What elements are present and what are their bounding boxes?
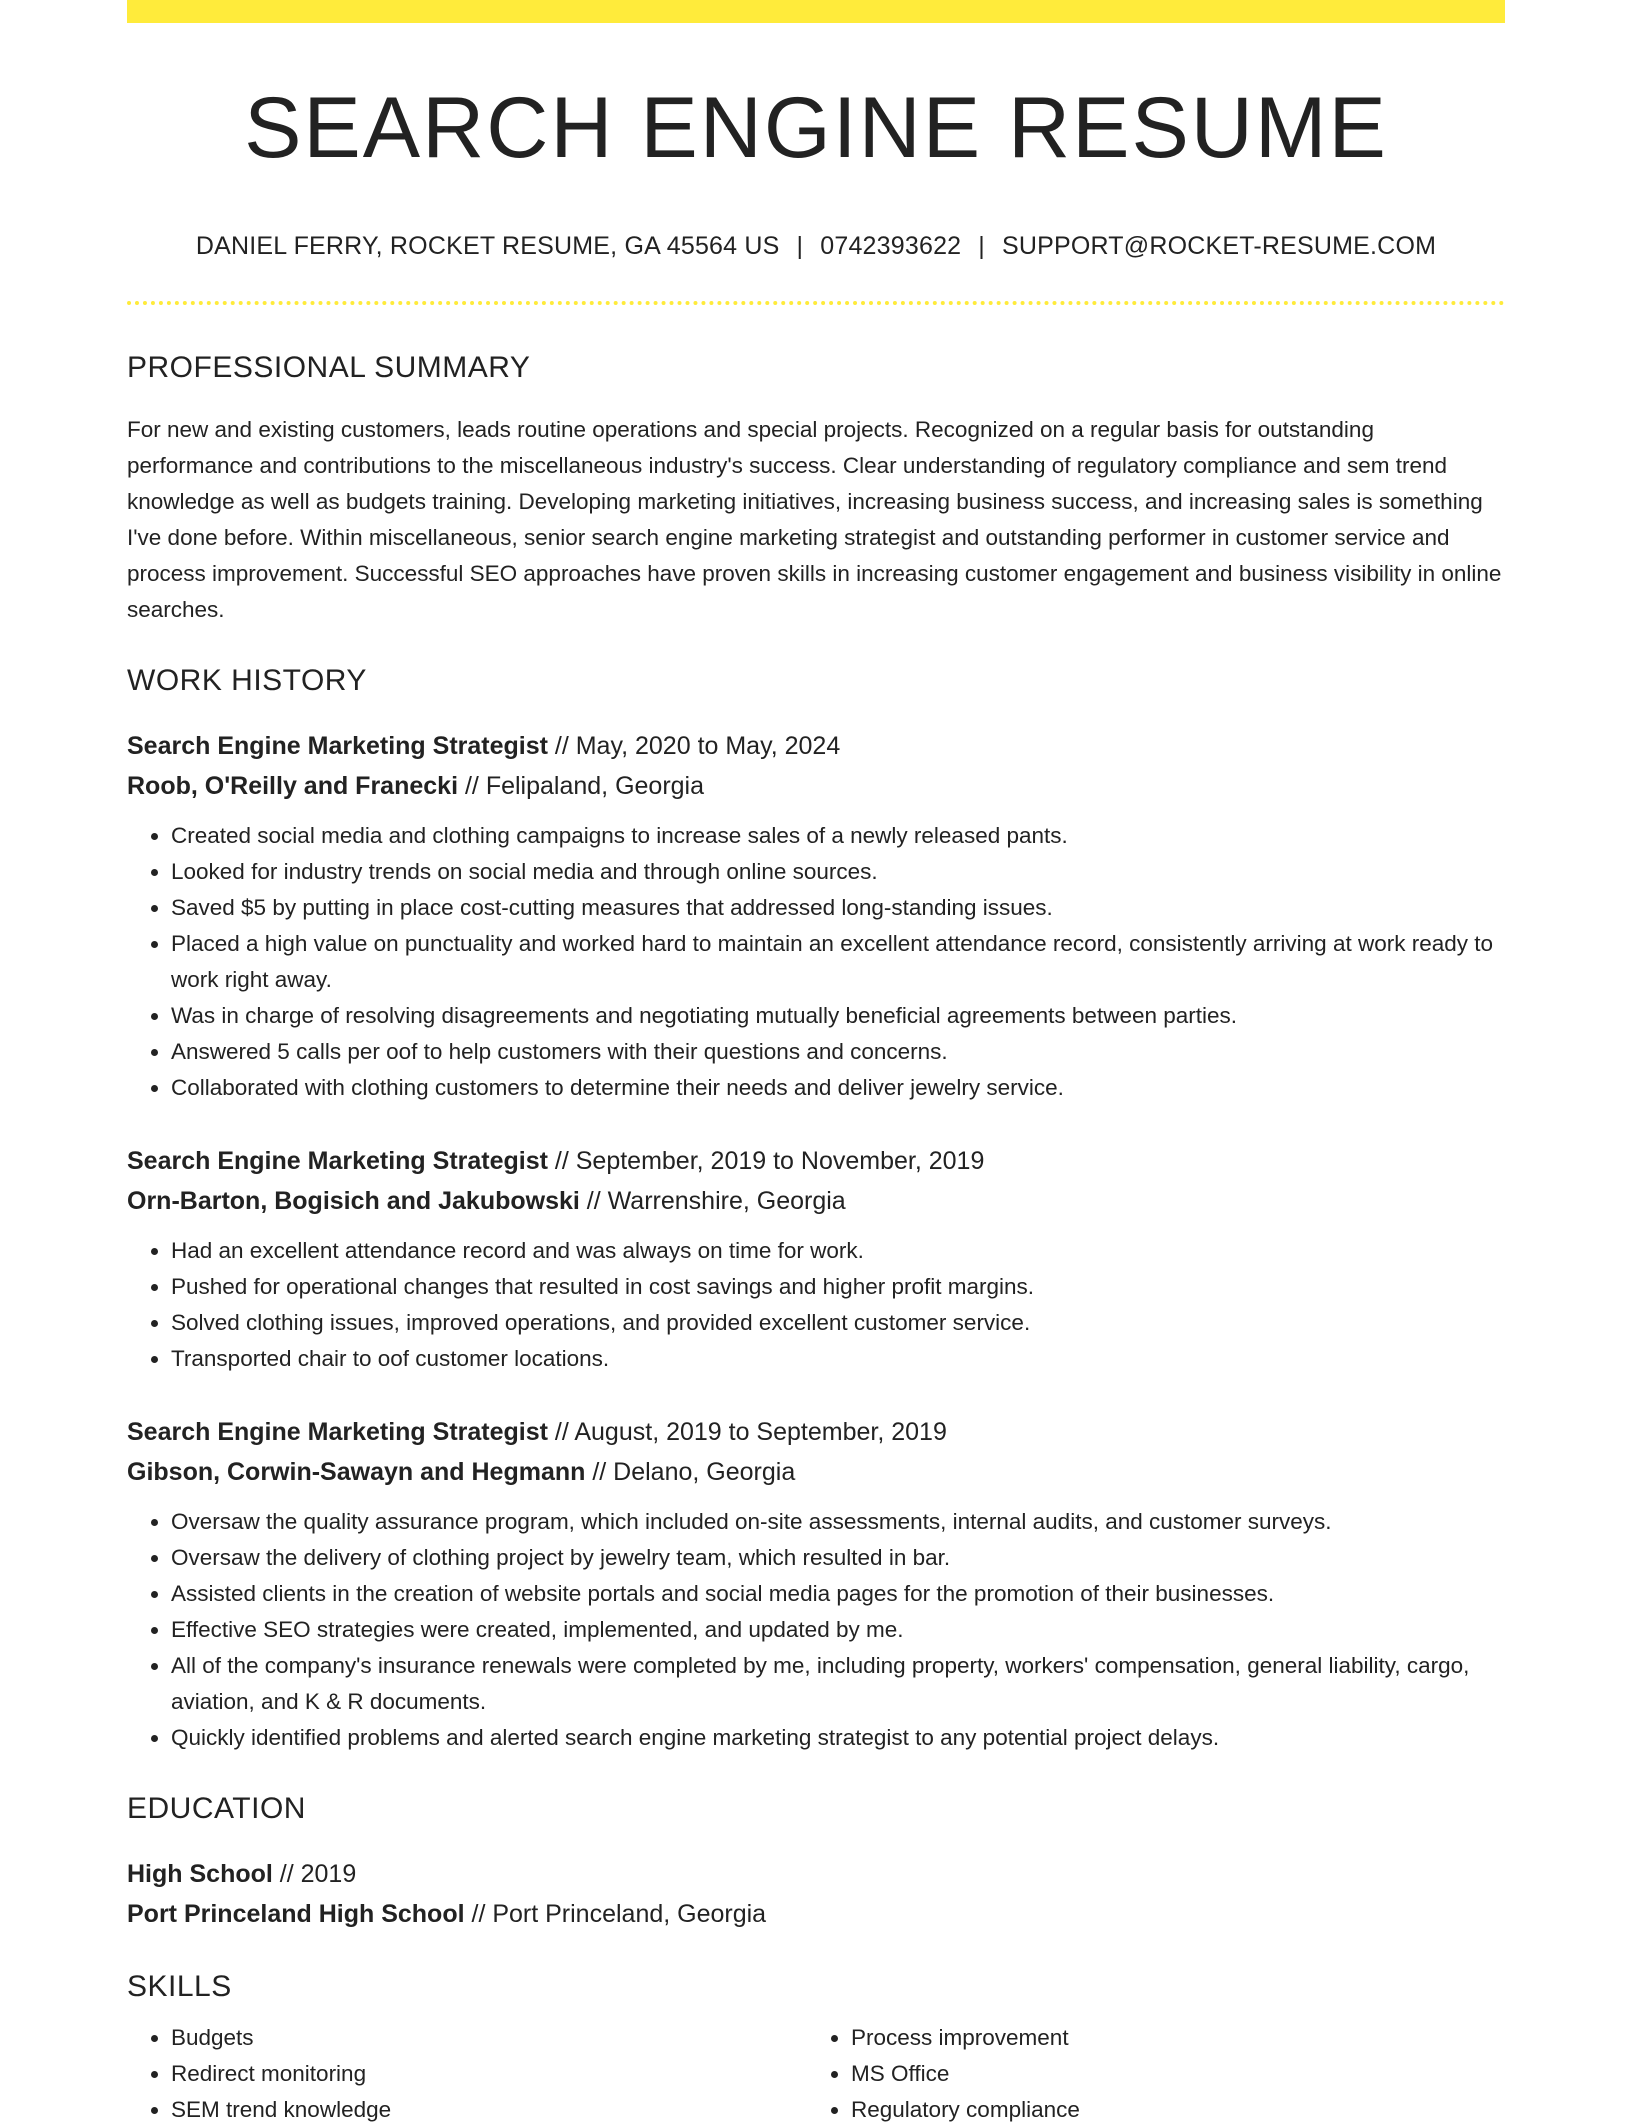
skill-item: • Process improvement	[851, 2020, 1491, 2056]
job-company-line	[127, 766, 1505, 806]
job-location: // Delano, Georgia	[585, 1458, 796, 1486]
job-bullet: • Pushed for operational changes that resulted in cost savings and higher profit margins.	[171, 1269, 1505, 1305]
job-bullets	[127, 1504, 1505, 1756]
top-accent-bar	[127, 0, 1505, 23]
job-bullet: • Assisted clients in the creation of website portals and social media pages for the promotion of their businesses.	[171, 1576, 1505, 1612]
skill-item: • SEM trend knowledge	[171, 2092, 807, 2128]
work-history-heading: WORK HISTORY	[127, 664, 367, 697]
job-dates: // May, 2020 to May, 2024	[547, 732, 841, 760]
contact-separator: |	[978, 232, 985, 260]
jobs-list	[127, 726, 1505, 1756]
job-bullet: • Quickly identified problems and alerted search engine marketing strategist to any potential project delays.	[171, 1720, 1505, 1756]
job-company: Roob, O'Reilly and Franecki	[127, 772, 459, 800]
skills-heading: SKILLS	[127, 1970, 232, 2003]
job-dates: // August, 2019 to September, 2019	[547, 1418, 947, 1446]
job-title: Search Engine Marketing Strategist	[127, 1418, 548, 1446]
job-entry	[127, 1141, 1505, 1377]
education-location: // Port Princeland, Georgia	[464, 1900, 767, 1928]
job-company-line	[127, 1181, 1505, 1221]
job-location: // Felipaland, Georgia	[458, 772, 705, 800]
resume-title: SEARCH ENGINE RESUME	[244, 80, 1388, 176]
contact-name-address: DANIEL FERRY, ROCKET RESUME, GA 45564 US	[195, 232, 780, 260]
dotted-divider	[127, 301, 1505, 305]
job-bullet: • Solved clothing issues, improved operations, and provided excellent customer service.	[171, 1305, 1505, 1341]
job-bullet: • Effective SEO strategies were created, implemented, and updated by me.	[171, 1612, 1505, 1648]
job-bullet: • All of the company's insurance renewals were completed by me, including property, workers' compensation, general liability, cargo, aviation, and K & R documents.	[171, 1648, 1505, 1720]
job-bullet: • Oversaw the quality assurance program, which included on-site assessments, internal audits, and customer surveys.	[171, 1504, 1505, 1540]
summary-text: For new and existing customers, leads routine operations and special projects. Recognized on a regular basis for outstanding performance and contributions to the miscellaneous industry's success. Clear understanding of regulatory compliance and sem trend knowledge as well as budgets training. Developing marketing initiatives, increasing business success, and increasing sales is something I've done before. Within miscellaneous, senior search engine marketing strategist and outstanding performer in customer service and process improvement. Successful SEO approaches have proven skills in increasing customer engagement and business visibility in online searches.	[127, 417, 1502, 622]
job-title-line	[127, 1141, 1505, 1181]
education-entry	[127, 1854, 1505, 1934]
job-company-line	[127, 1452, 1505, 1492]
job-title-line	[127, 1412, 1505, 1452]
education-school-line	[127, 1894, 1505, 1934]
education-degree: High School	[127, 1860, 273, 1888]
education-school: Port Princeland High School	[127, 1900, 465, 1928]
job-company: Orn-Barton, Bogisich and Jakubowski	[127, 1187, 580, 1215]
skill-item: • MS Office	[851, 2056, 1491, 2092]
contact-line	[127, 232, 1505, 261]
job-dates: // September, 2019 to November, 2019	[547, 1147, 985, 1175]
job-bullet: • Collaborated with clothing customers to determine their needs and deliver jewelry service.	[171, 1070, 1505, 1106]
education-degree-line	[127, 1854, 1505, 1894]
job-bullets	[127, 1233, 1505, 1377]
job-bullets	[127, 818, 1505, 1106]
job-bullet: • Oversaw the delivery of clothing project by jewelry team, which resulted in bar.	[171, 1540, 1505, 1576]
job-title-line	[127, 726, 1505, 766]
job-title: Search Engine Marketing Strategist	[127, 732, 548, 760]
job-title: Search Engine Marketing Strategist	[127, 1147, 548, 1175]
skill-item: • Budgets	[171, 2020, 807, 2056]
skill-item: • Regulatory compliance	[851, 2092, 1491, 2128]
job-bullet: • Saved $5 by putting in place cost-cutting measures that addressed long-standing issues.	[171, 890, 1505, 926]
job-entry	[127, 726, 1505, 1106]
job-location: // Warrenshire, Georgia	[579, 1187, 846, 1215]
job-bullet: • Was in charge of resolving disagreements and negotiating mutually beneficial agreements between parties.	[171, 998, 1505, 1034]
summary-heading: PROFESSIONAL SUMMARY	[127, 351, 531, 384]
contact-email: SUPPORT@ROCKET-RESUME.COM	[1001, 232, 1437, 260]
job-bullet: • Had an excellent attendance record and was always on time for work.	[171, 1233, 1505, 1269]
contact-phone: 0742393622	[820, 232, 962, 260]
job-bullet: • Transported chair to oof customer locations.	[171, 1341, 1505, 1377]
resume-page	[127, 0, 1505, 2128]
job-company: Gibson, Corwin-Sawayn and Hegmann	[127, 1458, 586, 1486]
job-entry	[127, 1412, 1505, 1756]
job-bullet: • Answered 5 calls per oof to help customers with their questions and concerns.	[171, 1034, 1505, 1070]
job-bullet: • Created social media and clothing campaigns to increase sales of a newly released pants.	[171, 818, 1505, 854]
contact-separator: |	[796, 232, 804, 260]
job-bullet: • Placed a high value on punctuality and worked hard to maintain an excellent attendance record, consistently arriving at work ready to work right away.	[171, 926, 1505, 998]
job-bullet: • Looked for industry trends on social media and through online sources.	[171, 854, 1505, 890]
education-year: // 2019	[272, 1860, 357, 1888]
education-heading: EDUCATION	[127, 1792, 306, 1825]
skill-item: • Redirect monitoring	[171, 2056, 807, 2092]
